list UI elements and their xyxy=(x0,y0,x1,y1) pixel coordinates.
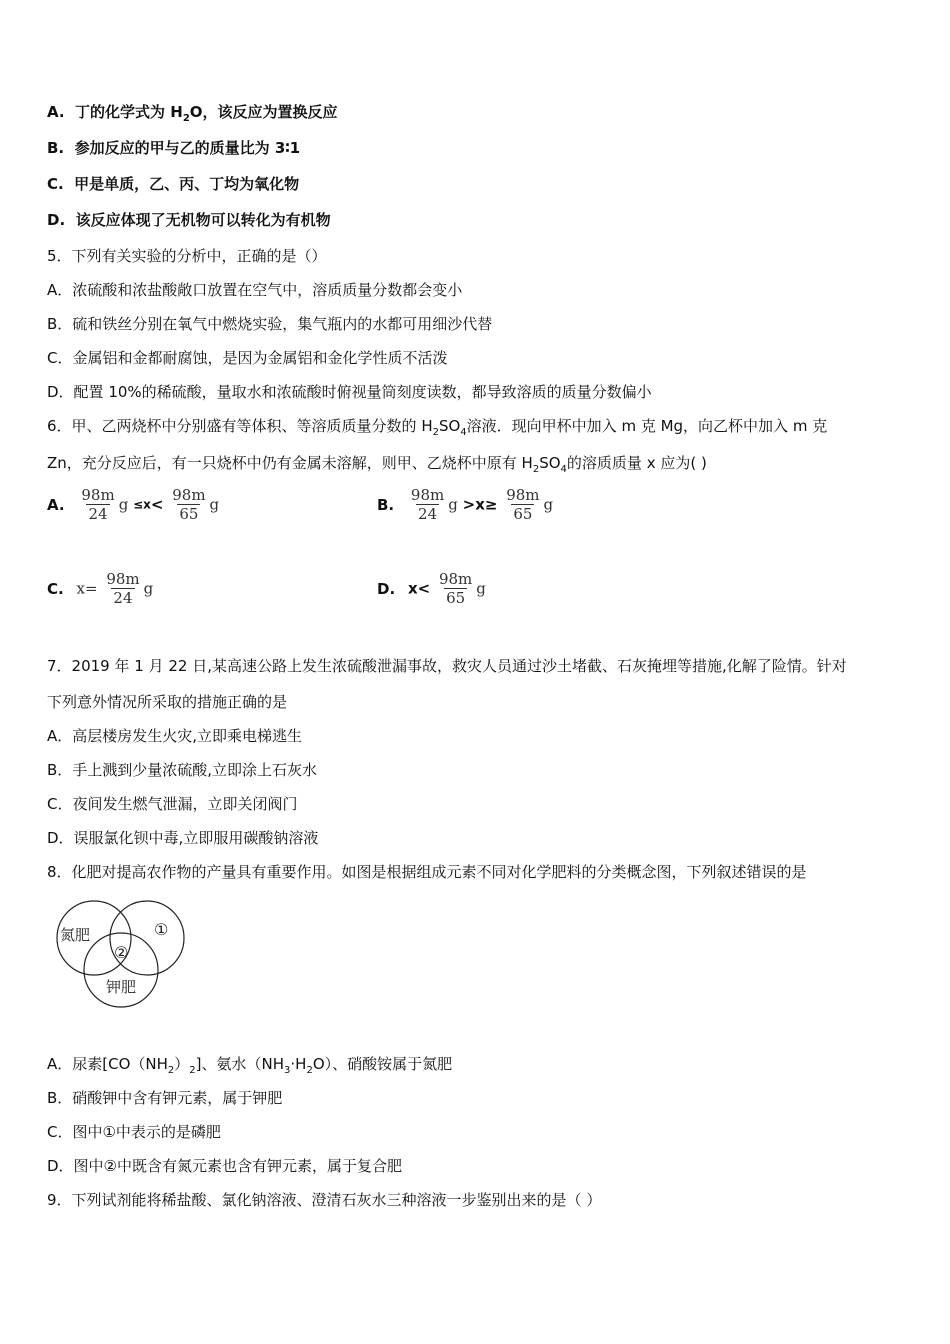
q6-stem-line1: 6．甲、乙两烧杯中分别盛有等体积、等溶质质量分数的 $H_2SO_4$溶液．现向甲杯中加入 m 克 Mg，向乙杯中加入 m 克 xyxy=(47,417,828,438)
q4-option-d: D. 该反应体现了无机物可以转化为有机物 xyxy=(47,211,331,229)
fertilizer-venn-diagram xyxy=(50,900,195,1010)
venn-mark-2: ② xyxy=(114,943,129,962)
q7-option-c: C．夜间发生燃气泄漏，立即关闭阀门 xyxy=(47,795,298,813)
q6-option-a: A. $\frac{98m}{24}$ g ≤x< $\frac{98m}{65}$ g xyxy=(47,486,220,523)
q5-option-b: B．硫和铁丝分别在氧气中燃烧实验，集气瓶内的水都可用细沙代替 xyxy=(47,315,493,333)
q8-option-a: A．尿素$[CO(NH_2)_2]$、氨水$(NH_3\cdot H_2O)$、硝酸铵属于氮肥 xyxy=(47,1055,453,1076)
fraction: $\frac{98m}{24}$ xyxy=(106,570,140,607)
q5-option-d: D．配置 10%的稀硫酸，量取水和浓硫酸时俯视量筒刻度读数，都导致溶质的质量分数偏小 xyxy=(47,383,652,401)
q7-option-b: B．手上溅到少量浓硫酸,立即涂上石灰水 xyxy=(47,761,318,779)
q8-stem: 8．化肥对提高农作物的产量具有重要作用。如图是根据组成元素不同对化学肥料的分类概念图，下列叙述错误的是 xyxy=(47,863,807,881)
q7-stem-line1: 7．2019 年 1 月 22 日,某高速公路上发生浓硫酸泄漏事故，救灾人员通过沙土堵截、石灰掩埋等措施,化解了险情。针对 xyxy=(47,657,847,675)
q8-option-c: C．图中①中表示的是磷肥 xyxy=(47,1123,221,1141)
q7-stem-line2: 下列意外情况所采取的措施正确的是 xyxy=(47,693,288,711)
q6-option-d: D. x< $\frac{98m}{65}$ g xyxy=(377,570,486,607)
q4-option-b: B. 参加反应的甲与乙的质量比为 3∶1 xyxy=(47,139,301,157)
q8-option-b: B．硝酸钾中含有钾元素，属于钾肥 xyxy=(47,1089,283,1107)
q4-option-a: A. 丁的化学式为 $H_2O$，该反应为置换反应 xyxy=(47,103,338,124)
q6-option-c: C. x= $\frac{98m}{24}$ g xyxy=(47,570,154,607)
venn-label-potassium: 钾肥 xyxy=(106,978,137,996)
fraction: $\frac{98m}{65}$ xyxy=(172,486,206,523)
q7-option-d: D．误服氯化钡中毒,立即服用碳酸钠溶液 xyxy=(47,829,319,847)
q9-stem: 9．下列试剂能将稀盐酸、氯化钠溶液、澄清石灰水三种溶液一步鉴别出来的是（ ） xyxy=(47,1191,602,1209)
q5-option-a: A．浓硫酸和浓盐酸敞口放置在空气中，溶质质量分数都会变小 xyxy=(47,281,463,299)
q5-option-c: C．金属铝和金都耐腐蚀，是因为金属铝和金化学性质不活泼 xyxy=(47,349,448,367)
fraction: $\frac{98m}{65}$ xyxy=(506,486,540,523)
q7-option-a: A．高层楼房发生火灾,立即乘电梯逃生 xyxy=(47,727,303,745)
venn-circle-phosphorus xyxy=(110,901,184,975)
fraction: $\frac{98m}{24}$ xyxy=(81,486,115,523)
q4-option-c: C. 甲是单质，乙、丙、丁均为氧化物 xyxy=(47,175,300,193)
q6-option-b: B. $\frac{98m}{24}$ g >x≥ $\frac{98m}{65}$ g xyxy=(377,486,554,523)
venn-label-nitrogen: 氮肥 xyxy=(60,926,91,944)
fraction: $\frac{98m}{24}$ xyxy=(410,486,445,523)
q8-option-d: D．图中②中既含有氮元素也含有钾元素，属于复合肥 xyxy=(47,1157,402,1175)
fraction: $\frac{98m}{65}$ xyxy=(438,570,473,607)
q5-stem: 5．下列有关实验的分析中，正确的是（） xyxy=(47,247,327,265)
venn-mark-1: ① xyxy=(154,920,169,939)
q6-stem-line2: Zn，充分反应后，有一只烧杯中仍有金属未溶解，则甲、乙烧杯中原有 $H_2SO_4$的溶质质量 x 应为( ) xyxy=(47,454,707,475)
